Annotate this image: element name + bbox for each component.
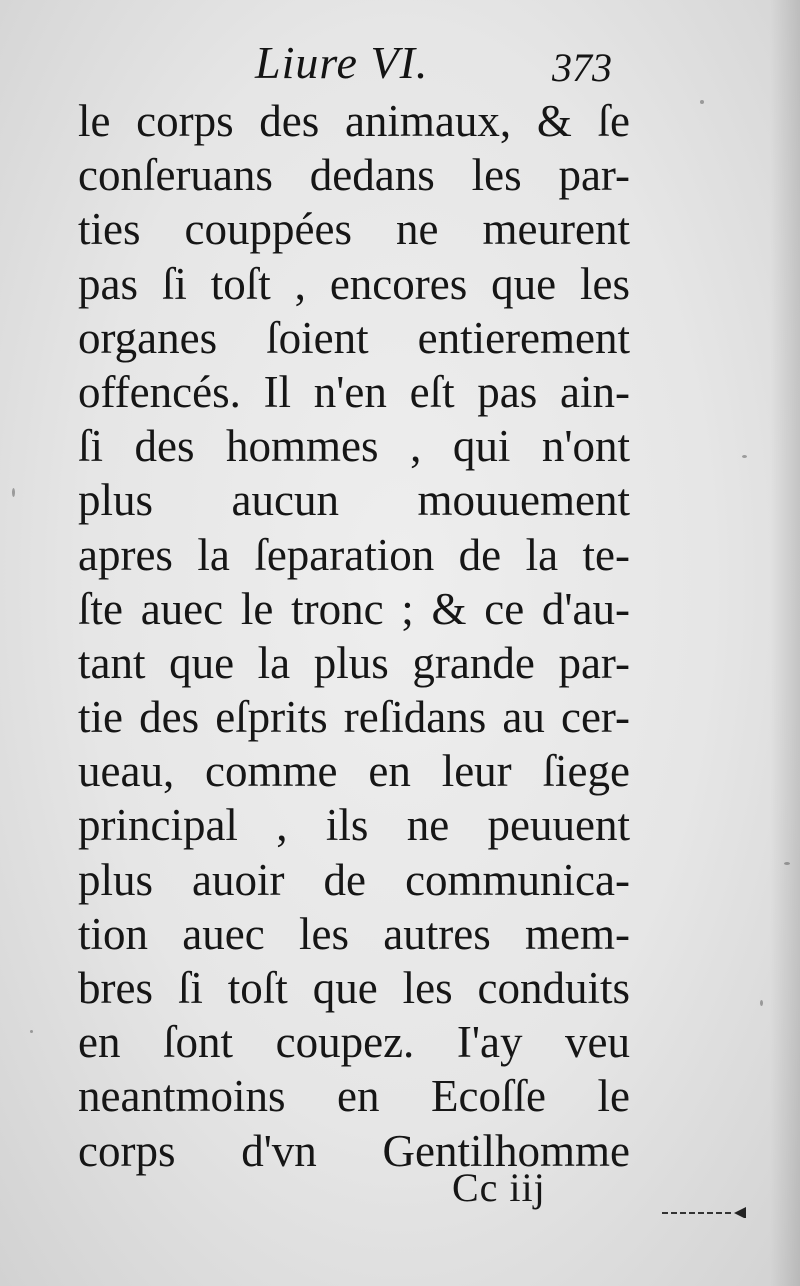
page-number: 373 [552, 45, 612, 90]
paper-speck [742, 455, 747, 458]
text-line: plus aucun mouuement [78, 475, 630, 526]
paper-speck [12, 488, 15, 497]
text-line: le corps des animaux, & ſe [78, 96, 630, 146]
text-line: tie des eſprits reſidans au cer- [78, 692, 630, 743]
paper-speck [30, 1030, 33, 1033]
text-line: tion auec les autres mem- [78, 908, 630, 959]
text-line: ties couppées ne meurent [78, 204, 630, 255]
text-line: corps d'vn Gentilhomme [78, 1125, 630, 1176]
text-line: ueau, comme en leur ſiege [78, 746, 630, 797]
corner-ink-mark [662, 1204, 752, 1218]
running-title: Liure VI. [255, 37, 429, 88]
text-line: plus auoir de communica- [78, 854, 630, 905]
signature-mark: Cc iij [452, 1165, 546, 1210]
text-line: conſeruans dedans les par- [78, 150, 630, 201]
text-line: principal , ils ne peuuent [78, 800, 630, 851]
text-line: neantmoins en Ecoſſe le [78, 1071, 630, 1122]
running-head [0, 30, 800, 90]
text-line: ſi des hommes , qui n'ont [78, 421, 630, 472]
paper-speck [760, 1000, 763, 1006]
paper-speck [784, 862, 790, 865]
text-line: apres la ſeparation de la te- [78, 529, 630, 580]
text-line: offencés. Il n'en eſt pas ain- [78, 366, 630, 417]
paper-speck [700, 100, 704, 104]
text-line: en ſont coupez. I'ay veu [78, 1017, 630, 1068]
text-line: ſte auec le tronc ; & ce d'au- [78, 583, 630, 634]
text-line: bres ſi toſt que les conduits [78, 963, 630, 1013]
body-text [78, 94, 630, 1178]
text-line: pas ſi toſt , encores que les [78, 258, 630, 309]
page-edge-shadow [770, 0, 800, 1286]
text-line: tant que la plus grande par- [78, 637, 630, 688]
text-line: organes ſoient entierement [78, 312, 630, 363]
